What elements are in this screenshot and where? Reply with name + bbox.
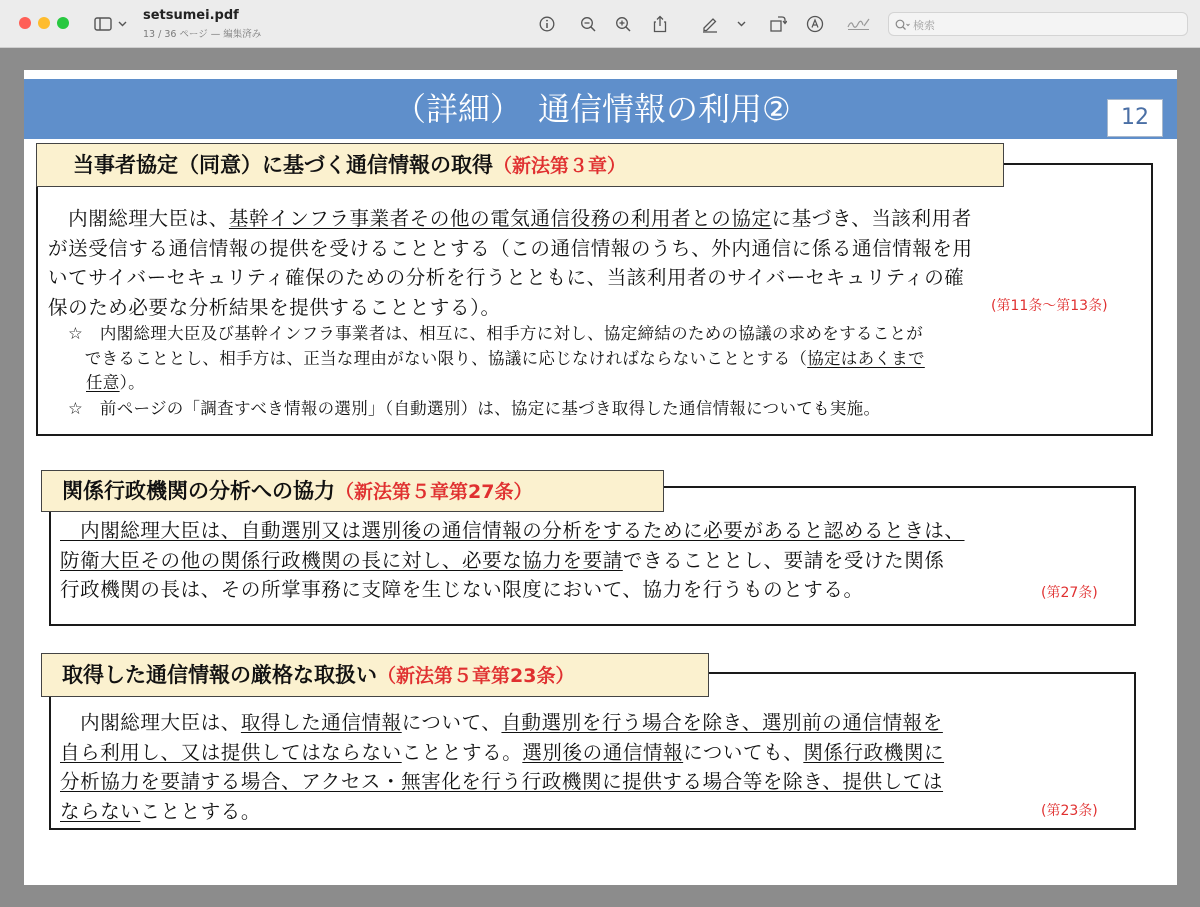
section-2-text-underlined: 内閣総理大臣は、自動選別又は選別後の通信情報の分析をするために必要があると認めるときは、 [60,519,965,542]
window-titlebar [0,0,1200,48]
section-1-text: 保のため必要な分析結果を提供することとする）。 [48,295,501,319]
section-2-heading-text: 関係行政機関の分析への協力 [62,479,335,503]
rotate-icon[interactable] [767,12,789,36]
section-1-note: ☆ 前ページの「調査すべき情報の選別」（自動選別）は、協定に基づき取得した通信情報についても実施。 [68,398,881,418]
section-1-note: ）。 [119,373,145,392]
section-1-text: が送受信する通信情報の提供を受けることとする（この通信情報のうち、外内通信に係る通信情報を用 [48,236,973,260]
section-1-text: いてサイバーセキュリティ確保のための分析を行うとともに、当該利用者のサイバーセキュリティの確 [48,266,965,289]
section-2-text-underlined: 防衛大臣その他の関係行政機関の長に対し、必要な協力を要請 [60,548,623,572]
minimize-window-button[interactable] [38,17,50,29]
section-2-heading-ref: （新法第５章第27条） [335,481,533,503]
section-1-article-ref: (第11条～第13条) [991,298,1108,314]
section-3-text-underlined: 取得した通信情報 [240,711,402,734]
signature-icon[interactable] [846,12,872,36]
sidebar-icon[interactable] [92,12,114,36]
section-1-note-underlined: 任意 [86,373,120,392]
share-icon[interactable] [649,12,671,36]
chevron-down-icon[interactable] [116,12,128,36]
section-3-text-underlined: 関係行政機関に [803,740,945,764]
info-icon[interactable] [536,12,558,36]
section-3-text-underlined: 分析協力を要請する場合、アクセス・無害化を行う行政機関に提供する場合等を除き、提供しては [60,770,944,793]
slide-page-number: 12 [1107,99,1163,137]
document-name: setsumei.pdf [143,8,239,23]
zoom-in-icon[interactable] [612,12,634,36]
section-2-heading [41,470,664,512]
section-2-body [60,516,965,605]
section-3-text: についても、 [683,740,804,764]
section-1-heading-ref: （新法第３章） [493,155,627,177]
search-field[interactable] [888,12,1188,36]
close-window-button[interactable] [19,17,31,29]
section-1-note: ☆ 内閣総理大臣及び基幹インフラ事業者は、相互に、相手方に対し、協定締結のための協議の求めをすることが [68,324,924,343]
section-1-text-underlined: 基幹インフラ事業者その他の電気通信役務の利用者との協定 [228,207,772,230]
section-3-heading-text: 取得した通信情報の厳格な取扱い [62,663,377,687]
section-2-text: できることとし、要請を受けた関係 [622,548,945,572]
slide-title-band [24,79,1177,139]
zoom-window-button[interactable] [57,17,69,29]
section-1-text: 内閣総理大臣は、 [48,207,229,230]
section-1-text: に基づき、当該利用者 [771,207,972,230]
section-3-text: こととする。 [401,740,523,764]
section-3-article-ref: (第23条) [1041,803,1098,819]
section-3-text: 内閣総理大臣は、 [60,711,241,734]
section-1-body [48,204,973,322]
section-3-text-underlined: 選別後の通信情報 [522,740,684,764]
section-1-heading [36,143,1004,187]
search-icon [895,17,911,36]
zoom-out-icon[interactable] [577,12,599,36]
section-3-text-underlined: ならない [60,799,141,823]
markup-icon[interactable] [804,12,826,36]
chevron-down-icon[interactable] [735,12,747,36]
section-3-text: こととする。 [140,799,262,823]
section-2-article-ref: (第27条) [1041,585,1098,601]
document-status: 13 / 36 ページ — 編集済み [143,29,262,40]
section-3-text: について、 [401,711,502,734]
section-1-notes [68,322,925,421]
section-1-note: できることとし、相手方は、正当な理由がない限り、協議に応じなければならないこととする（ [68,348,808,368]
section-3-heading [41,653,709,697]
section-2-text: 行政機関の長は、その所掌事務に支障を生じない限度において、協力を行うものとする。 [60,578,864,601]
section-1-heading-text: 当事者協定（同意）に基づく通信情報の取得 [73,153,493,177]
section-3-text-underlined: 自ら利用し、又は提供してはならない [60,740,402,764]
section-3-body [60,708,944,826]
search-placeholder: 検索 [913,19,935,32]
section-1-note-underlined: 協定はあくまで [807,348,925,368]
pdf-page [24,70,1177,885]
slide-title: （詳細） 通信情報の利用② [394,90,791,128]
section-3-heading-ref: （新法第５章第23条） [377,665,575,687]
section-3-text-underlined: 自動選別を行う場合を除き、選別前の通信情報を [501,711,943,734]
highlight-pen-icon[interactable] [699,12,721,36]
